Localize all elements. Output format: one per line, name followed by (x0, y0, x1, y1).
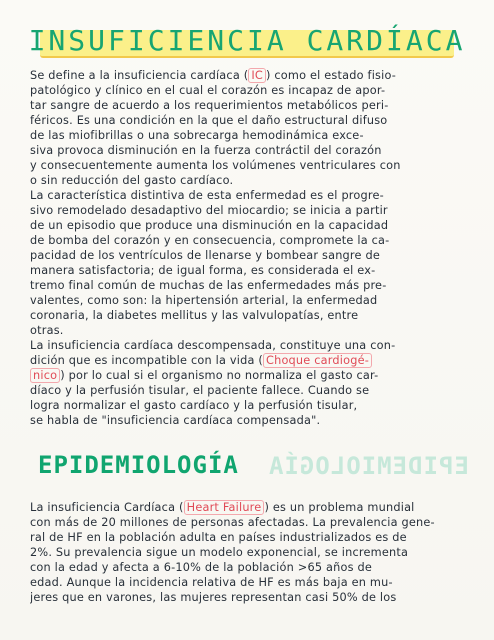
section-heading: EPIDEMIOLOGÍA (38, 451, 239, 479)
bleed-through-heading: EPIDEMIOLOGÍA (268, 452, 469, 480)
text-line: de un episodio que produce una disminución en la capacidad (30, 219, 389, 232)
text-line: tar sangre de acuerdo a los requerimientos metabólicos peri- (30, 99, 389, 112)
text-line: nico ) por lo cual si el organismo no normaliza el gasto car- (30, 368, 468, 383)
text-line: La insuficiencia Cardíaca ( Heart Failure ) es un problema mundial (30, 501, 415, 514)
text-line: tremo final común de muchas de las enfermedades más pre- (30, 279, 387, 292)
choque-highlight: Choque cardiogé- (263, 353, 372, 368)
ic-highlight: IC (248, 68, 266, 83)
text-line: con la edad y afecta a 6-10% de la población >65 años de (30, 561, 373, 574)
text-line: díaco y la perfusión tisular, el paciente fallece. Cuando se (30, 384, 370, 397)
intro-paragraphs (30, 68, 468, 428)
text-line: de bomba del corazón y en consecuencia, compromete la ca- (30, 234, 390, 247)
text-line: valentes, como son: la hipertensión arterial, la enfermedad (30, 294, 378, 307)
text-line: ral de HF en la población adulta en países industrializados es de (30, 531, 407, 544)
epidemiology-paragraph (30, 500, 468, 605)
text-line: con más de 20 millones de personas afectadas. La prevalencia gene- (30, 516, 435, 529)
text-line: manera satisfactoria; de igual forma, es considerada el ex- (30, 264, 376, 277)
text-line: féricos. Es una condición en la que el daño estructural difuso (30, 114, 388, 127)
text-line: pacidad de los ventrículos de llenarse y bombear sangre de (30, 249, 380, 262)
text-line: jeres que en varones, las mujeres representan casi 50% de los (30, 591, 397, 604)
text-line: sivo remodelado desadaptivo del miocardio; se inicia a partir (30, 204, 388, 217)
epidemiology-heading-area (38, 451, 469, 491)
text-line: La característica distintiva de esta enfermedad es el progre- (30, 189, 384, 202)
text-line: otras. (30, 324, 64, 337)
text-line: y consecuentemente aumenta los volúmenes ventriculares con (30, 159, 401, 172)
page-title-banner (28, 20, 466, 60)
choque-highlight-cont: nico (30, 368, 60, 383)
text-line: logra normalizar el gasto cardíaco y la perfusión tisular, (30, 399, 358, 412)
text-line: coronaria, la diabetes mellitus y las valvulopatías, entre (30, 309, 359, 322)
text-line: siva provoca disminución en la fuerza contráctil del corazón (30, 144, 382, 157)
text-line: patológico y clínico en el cual el corazón es incapaz de apor- (30, 84, 386, 97)
text-line: se habla de "insuficiencia cardíaca compensada". (30, 414, 321, 427)
text-line: 2%. Su prevalencia sigue un modelo exponencial, se incrementa (30, 546, 409, 559)
text-line: o sin reducción del gasto cardíaco. (30, 174, 234, 187)
heart-failure-highlight: Heart Failure (184, 500, 265, 515)
text-line: de las miofibrillas o una sobrecarga hemodinámica exce- (30, 129, 364, 142)
text-line: dición que es incompatible con la vida ( Choque cardiogé- (30, 353, 468, 368)
page-title: INSUFICIENCIA CARDÍACA (28, 23, 466, 57)
text-line: La insuficiencia cardíaca descompensada, constituye una con- (30, 339, 396, 352)
text-line: Se define a la insuficiencia cardíaca ( IC ) como el estado fisio- (30, 69, 397, 82)
text-line: edad. Aunque la incidencia relativa de HF es más baja en mu- (30, 576, 393, 589)
